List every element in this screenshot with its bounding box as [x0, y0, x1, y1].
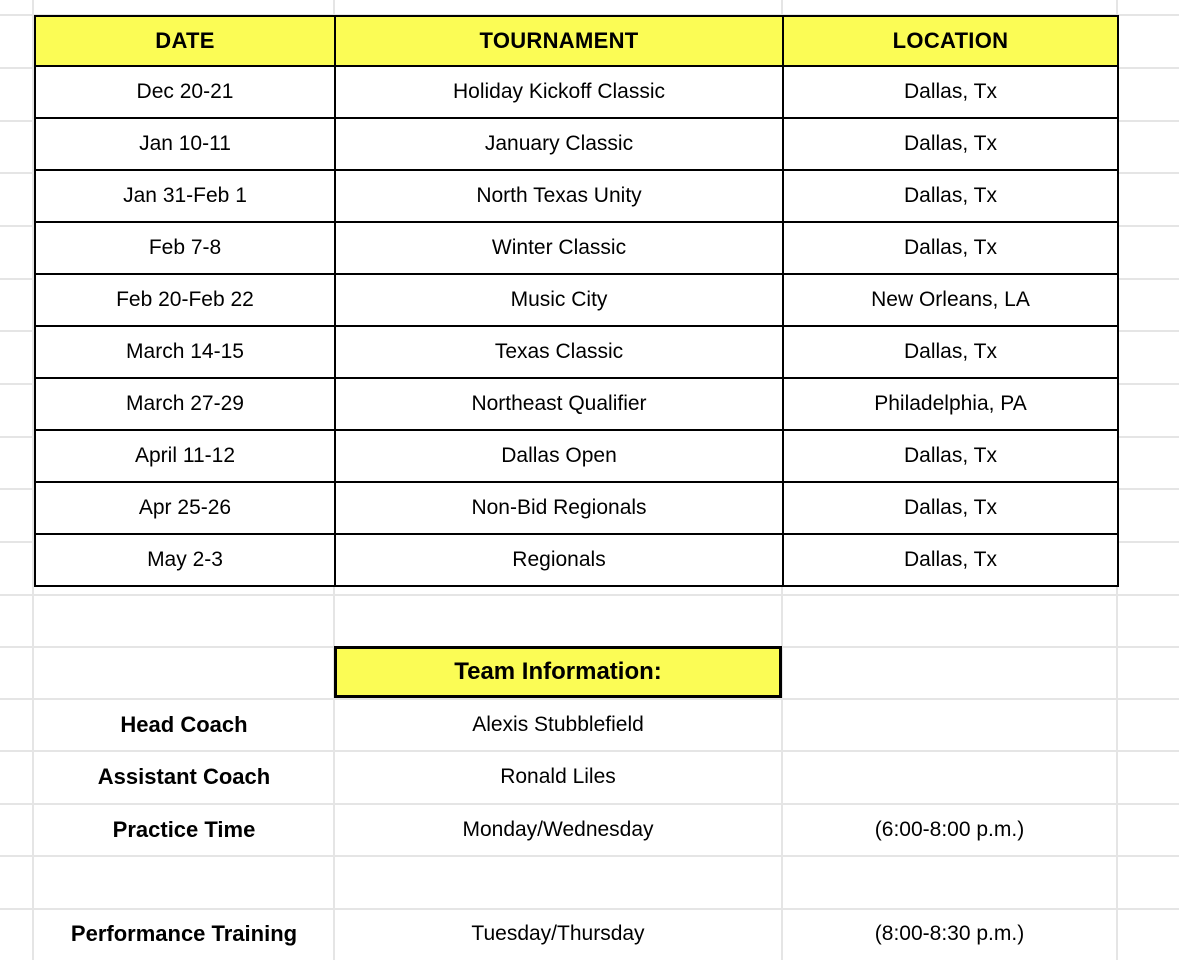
team-info-value-assistant-coach[interactable]: Ronald Liles [500, 765, 616, 788]
table-header-row [35, 16, 1118, 66]
table-row [35, 430, 1118, 482]
cell-tournament[interactable]: January Classic [335, 118, 783, 170]
cell-date[interactable]: Feb 7-8 [35, 222, 335, 274]
cell-tournament[interactable]: Holiday Kickoff Classic [335, 66, 783, 118]
cell-tournament[interactable]: Winter Classic [335, 222, 783, 274]
cell-location[interactable]: Dallas, Tx [783, 534, 1118, 586]
cell-date[interactable]: March 14-15 [35, 326, 335, 378]
cell-tournament[interactable]: Northeast Qualifier [335, 378, 783, 430]
cell-location[interactable]: Dallas, Tx [783, 66, 1118, 118]
team-info-label-head-coach[interactable]: Head Coach [120, 711, 248, 737]
team-info-label-assistant-coach[interactable]: Assistant Coach [97, 764, 271, 789]
cell-tournament[interactable]: Dallas Open [335, 430, 783, 482]
cell-location[interactable]: Dallas, Tx [783, 482, 1118, 534]
header-cell-location[interactable]: LOCATION [783, 16, 1118, 66]
gridline [0, 594, 1179, 596]
table-row [35, 378, 1118, 430]
header-cell-tournament[interactable]: TOURNAMENT [335, 16, 783, 66]
cell-date[interactable]: Jan 10-11 [35, 118, 335, 170]
cell-tournament[interactable]: Non-Bid Regionals [335, 482, 783, 534]
cell-date[interactable]: May 2-3 [35, 534, 335, 586]
team-info-label-practice-time[interactable]: Practice Time [112, 816, 256, 842]
header-cell-date[interactable]: DATE [35, 16, 335, 66]
cell-tournament[interactable]: Music City [335, 274, 783, 326]
table-row [35, 170, 1118, 222]
cell-tournament[interactable]: Texas Classic [335, 326, 783, 378]
team-information-title-cell[interactable]: Team Information: [334, 646, 782, 698]
table-row [35, 118, 1118, 170]
team-info-note-practice-time[interactable]: (6:00-8:00 p.m.) [874, 817, 1025, 841]
cell-date[interactable]: Dec 20-21 [35, 66, 335, 118]
cell-date[interactable]: April 11-12 [35, 430, 335, 482]
table-row [35, 66, 1118, 118]
table-row [35, 222, 1118, 274]
cell-tournament[interactable]: North Texas Unity [335, 170, 783, 222]
team-info-note-performance-training[interactable]: (8:00-8:30 p.m.) [874, 922, 1025, 945]
table-row [35, 274, 1118, 326]
table-row [35, 534, 1118, 586]
table-row [35, 482, 1118, 534]
cell-location[interactable]: Dallas, Tx [783, 430, 1118, 482]
cell-location[interactable]: Dallas, Tx [783, 222, 1118, 274]
cell-location[interactable]: Dallas, Tx [783, 118, 1118, 170]
cell-location[interactable]: Dallas, Tx [783, 170, 1118, 222]
cell-location[interactable]: New Orleans, LA [783, 274, 1118, 326]
cell-date[interactable]: Jan 31-Feb 1 [35, 170, 335, 222]
cell-tournament[interactable]: Regionals [335, 534, 783, 586]
cell-location[interactable]: Philadelphia, PA [783, 378, 1118, 430]
team-info-value-performance-training[interactable]: Tuesday/Thursday [471, 922, 645, 945]
tournament-schedule-table [34, 15, 1119, 587]
cell-date[interactable]: March 27-29 [35, 378, 335, 430]
team-info-value-practice-time[interactable]: Monday/Wednesday [462, 817, 654, 841]
team-info-label-performance-training[interactable]: Performance Training [70, 921, 298, 946]
cell-date[interactable]: Feb 20-Feb 22 [35, 274, 335, 326]
table-row [35, 326, 1118, 378]
team-info-value-head-coach[interactable]: Alexis Stubblefield [472, 712, 644, 736]
cell-date[interactable]: Apr 25-26 [35, 482, 335, 534]
cell-location[interactable]: Dallas, Tx [783, 326, 1118, 378]
